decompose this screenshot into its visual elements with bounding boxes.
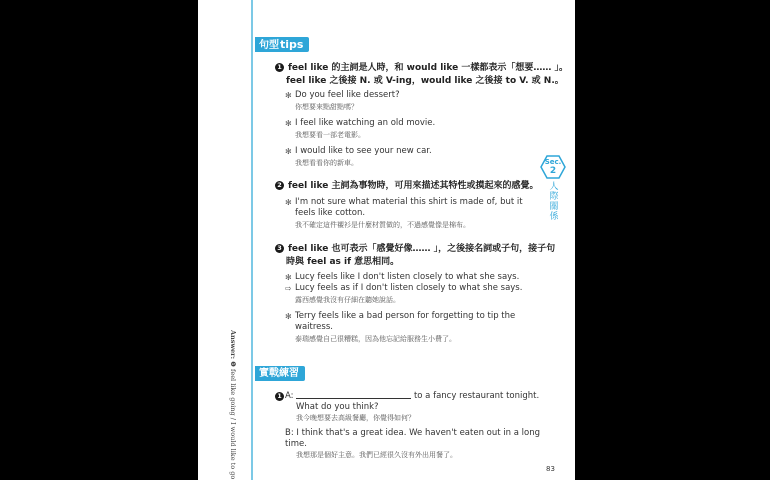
asterisk-icon: ✻ bbox=[285, 198, 292, 207]
example-en: I'm not sure what material this shirt is made of, but it feels like cotton. bbox=[295, 197, 523, 218]
tip-1-heading bbox=[275, 62, 568, 74]
tip-3-heading bbox=[275, 243, 555, 255]
practice-a-line2: What do you think? bbox=[296, 402, 379, 412]
asterisk-icon: ✻ bbox=[285, 273, 292, 282]
tip-3-heading-line1: feel like 也可表示「感覺好像…… 」，之後接名詞或子句，接子句 bbox=[288, 244, 556, 254]
asterisk-icon: ✻ bbox=[285, 312, 292, 321]
margin-rule bbox=[251, 0, 253, 480]
tip-1-heading-line2: feel like 之後接 N. 或 V-ing，would like 之後接 to V. 或 N.。 bbox=[286, 76, 564, 86]
example-zh: 我不確定這件襯衫是什麼材質做的，不過感覺像是棉布。 bbox=[295, 221, 470, 229]
example-en: I would like to see your new car. bbox=[295, 146, 432, 156]
example-3-1 bbox=[285, 272, 535, 283]
tip-2-heading-text: feel like 主詞為事物時，可用來描述其特性或摸起來的感覺。 bbox=[288, 181, 539, 191]
tips-section-label bbox=[255, 37, 309, 52]
practice-a-zh: 我今晚想要去高級餐廳，你覺得如何？ bbox=[296, 414, 415, 422]
example-en: Lucy feels as if I don't listen closely to what she says. bbox=[295, 283, 523, 293]
tip-number-badge: 2 bbox=[275, 181, 284, 190]
tip-number-badge: 1 bbox=[275, 63, 284, 72]
answer-line bbox=[229, 330, 237, 479]
answer-spine bbox=[225, 330, 239, 480]
answer-text: ❶ feel like going / I would like to go bbox=[229, 361, 237, 480]
book-page bbox=[198, 0, 575, 480]
asterisk-icon: ✻ bbox=[285, 91, 292, 100]
example-3-2 bbox=[285, 283, 535, 305]
section-title-vertical: 人 際 關 係 bbox=[549, 182, 559, 222]
example-zh: 我想要看一部老電影。 bbox=[295, 131, 365, 139]
answer-label: Answer: bbox=[229, 330, 237, 359]
example-en: Do you feel like dessert? bbox=[295, 90, 400, 100]
practice-a-suffix: to a fancy restaurant tonight. bbox=[413, 391, 540, 401]
example-zh: 你想要來點甜點嗎？ bbox=[295, 103, 358, 111]
example-1-2 bbox=[285, 118, 535, 140]
asterisk-icon: ✻ bbox=[285, 119, 292, 128]
asterisk-icon: ✻ bbox=[285, 147, 292, 156]
practice-b-en: B: I think that's a great idea. We haven't eaten out in a long time. bbox=[285, 428, 540, 449]
example-2-1 bbox=[285, 197, 535, 230]
example-en: Lucy feels like I don't listen closely to what she says. bbox=[295, 272, 520, 282]
example-zh: 露西感覺我沒有仔細在聽她說話。 bbox=[295, 296, 400, 304]
example-zh: 我想看看你的新車。 bbox=[295, 159, 358, 167]
tip-2-heading bbox=[275, 180, 539, 192]
tip-number-badge: 3 bbox=[275, 244, 284, 253]
fill-in-blank[interactable] bbox=[296, 390, 411, 399]
practice-section-label: 實戰練習 bbox=[255, 366, 305, 381]
tip-3-heading-line2: 時與 feel as if 意思相同。 bbox=[286, 257, 400, 267]
practice-dialogue bbox=[285, 390, 545, 460]
section-hexagon-badge bbox=[540, 155, 566, 179]
practice-number-badge: 1 bbox=[275, 392, 284, 401]
speaker-a: A: bbox=[285, 391, 294, 401]
example-3-3 bbox=[285, 311, 535, 344]
example-en: Terry feels like a bad person for forgetting to tip the waitress. bbox=[295, 311, 516, 332]
practice-b-zh: 我想那是個好主意。我們已經很久沒有外出用餐了。 bbox=[296, 451, 457, 459]
tips-label-prefix: 句型 bbox=[259, 40, 279, 51]
section-number: 2 bbox=[549, 166, 557, 176]
example-en: I feel like watching an old movie. bbox=[295, 118, 436, 128]
example-1-3 bbox=[285, 146, 535, 168]
page-number: 83 bbox=[546, 465, 555, 473]
practice-line-a bbox=[285, 390, 545, 402]
example-zh: 泰瑞感覺自己很糟糕，因為他忘記給服務生小費了。 bbox=[295, 335, 456, 343]
arrow-right-icon: ⇨ bbox=[285, 284, 292, 293]
section-side-tab bbox=[540, 155, 570, 222]
tips-label-suffix: tips bbox=[280, 38, 304, 51]
tip-1-heading-line1: feel like 的主詞是人時，和 would like 一樣都表示「想要…… 」。 bbox=[288, 63, 568, 73]
example-1-1 bbox=[285, 90, 535, 112]
section-prefix: Sec. bbox=[544, 158, 562, 166]
